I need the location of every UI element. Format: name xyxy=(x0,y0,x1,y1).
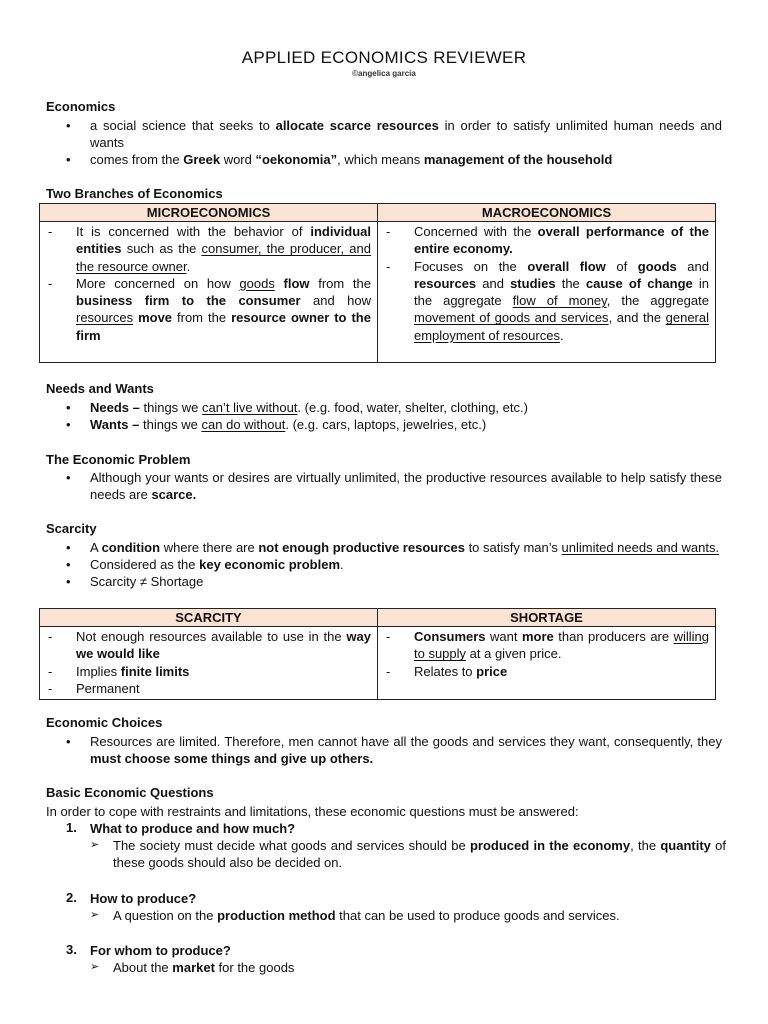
question-title: What to produce and how much? xyxy=(90,821,296,836)
list-item: • Although your wants or desires are virtually unlimited, the productive resources available to help satisfy these needs are scarce. xyxy=(66,470,722,503)
question-title: For whom to produce? xyxy=(90,943,231,958)
question-2 xyxy=(66,890,726,924)
needs-list xyxy=(66,399,722,433)
document-title: APPLIED ECONOMICS REVIEWER xyxy=(241,48,527,67)
bullet-glyph: • xyxy=(66,470,71,485)
dash-glyph: - xyxy=(48,275,53,291)
column-header-scarcity: SCARCITY xyxy=(40,609,378,627)
list-item: - Permanent xyxy=(48,680,140,696)
question-1 xyxy=(66,820,726,871)
column-header-shortage: SHORTAGE xyxy=(378,609,716,627)
arrow-bullet-icon: ➢ xyxy=(90,909,100,921)
question-number: 1. xyxy=(66,820,77,835)
heading-needs-wants: Needs and Wants xyxy=(46,381,154,396)
heading-two-branches: Two Branches of Economics xyxy=(46,186,223,201)
bullet-glyph: • xyxy=(66,118,71,133)
heading-economics: Economics xyxy=(46,99,116,114)
scarcity-list xyxy=(66,539,722,591)
question-number: 3. xyxy=(66,942,77,957)
bullet-glyph: • xyxy=(66,574,71,590)
list-item: - Implies finite limits xyxy=(48,663,190,679)
table-header-row xyxy=(40,204,716,222)
list-item: • Resources are limited. Therefore, men cannot have all the goods and services they want, consequently, they must choose some things and give up others. xyxy=(66,734,722,767)
branches-table xyxy=(39,203,716,363)
dash-glyph: - xyxy=(386,258,391,274)
economics-list xyxy=(66,117,722,169)
dash-glyph: - xyxy=(386,663,391,679)
list-item: - More concerned on how goods flow from the business firm to the consumer and how resources move from the resource owner to the firm xyxy=(48,275,371,343)
list-item: ➢ The society must decide what goods and services should be produced in the economy, the quantity of these goods should also be decided on. xyxy=(90,838,726,871)
column-header-macro: MACROECONOMICS xyxy=(378,204,716,222)
list-item: - Focuses on the overall flow of goods and resources and studies the cause of change in the aggregate flow of money, the aggregate movement of goods and services, and the general employment of resources. xyxy=(386,258,709,343)
heading-basic-questions: Basic Economic Questions xyxy=(46,785,214,800)
arrow-bullet-icon: ➢ xyxy=(90,961,100,973)
shortage-cell xyxy=(378,627,716,700)
dash-glyph: - xyxy=(48,663,53,679)
list-item: ➢ About the market for the goods xyxy=(90,960,295,975)
table-header-row xyxy=(40,609,716,627)
question-title: How to produce? xyxy=(90,891,197,906)
table-row xyxy=(40,222,716,363)
author-credit: ©angelica garcia xyxy=(352,69,416,78)
macro-cell xyxy=(378,222,716,363)
choices-list xyxy=(66,733,722,767)
list-item: • A condition where there are not enough productive resources to satisfy man’s unlimited needs and wants. xyxy=(66,540,720,555)
bullet-glyph: • xyxy=(66,557,71,573)
column-header-micro: MICROECONOMICS xyxy=(40,204,378,222)
list-item: • a social science that seeks to allocate scarce resources in order to satisfy unlimited human needs and wants xyxy=(66,118,722,151)
bullet-glyph: • xyxy=(66,152,71,168)
list-item: - Concerned with the overall performance of the entire economy. xyxy=(386,224,709,257)
dash-glyph: - xyxy=(48,224,53,239)
bullet-glyph: • xyxy=(66,734,71,749)
list-item: • comes from the Greek word “oekonomia”, which means management of the household xyxy=(66,152,613,168)
questions-intro: In order to cope with restraints and limitations, these economic questions must be answered: xyxy=(46,804,579,819)
list-item: - Not enough resources available to use in the way we would like xyxy=(48,629,371,662)
scarcity-shortage-table xyxy=(39,608,716,700)
dash-glyph: - xyxy=(386,224,391,239)
list-item: - It is concerned with the behavior of individual entities such as the consumer, the producer, and the resource owner. xyxy=(48,224,371,274)
arrow-bullet-icon: ➢ xyxy=(90,839,100,851)
dash-glyph: - xyxy=(48,680,53,696)
micro-cell xyxy=(40,222,378,363)
list-item: - Relates to price xyxy=(386,663,508,679)
heading-scarcity: Scarcity xyxy=(46,521,97,536)
list-item: • Scarcity ≠ Shortage xyxy=(66,574,204,590)
list-item: • Needs – things we can’t live without. (e.g. food, water, shelter, clothing, etc.) xyxy=(66,400,528,415)
list-item: - Consumers want more than producers are willing to supply at a given price. xyxy=(386,629,709,662)
bullet-glyph: • xyxy=(66,400,71,415)
bullet-glyph: • xyxy=(66,417,71,433)
dash-glyph: - xyxy=(48,629,53,644)
scarcity-cell xyxy=(40,627,378,700)
dash-glyph: - xyxy=(386,629,391,644)
problem-list xyxy=(66,469,722,503)
heading-economic-problem: The Economic Problem xyxy=(46,452,191,467)
bullet-glyph: • xyxy=(66,540,71,555)
heading-economic-choices: Economic Choices xyxy=(46,715,163,730)
question-number: 2. xyxy=(66,890,77,905)
list-item: • Wants – things we can do without. (e.g. cars, laptops, jewelries, etc.) xyxy=(66,417,487,433)
table-row xyxy=(40,627,716,700)
list-item: • Considered as the key economic problem. xyxy=(66,557,344,573)
question-3 xyxy=(66,942,726,976)
list-item: ➢ A question on the production method that can be used to produce goods and services. xyxy=(90,908,620,923)
